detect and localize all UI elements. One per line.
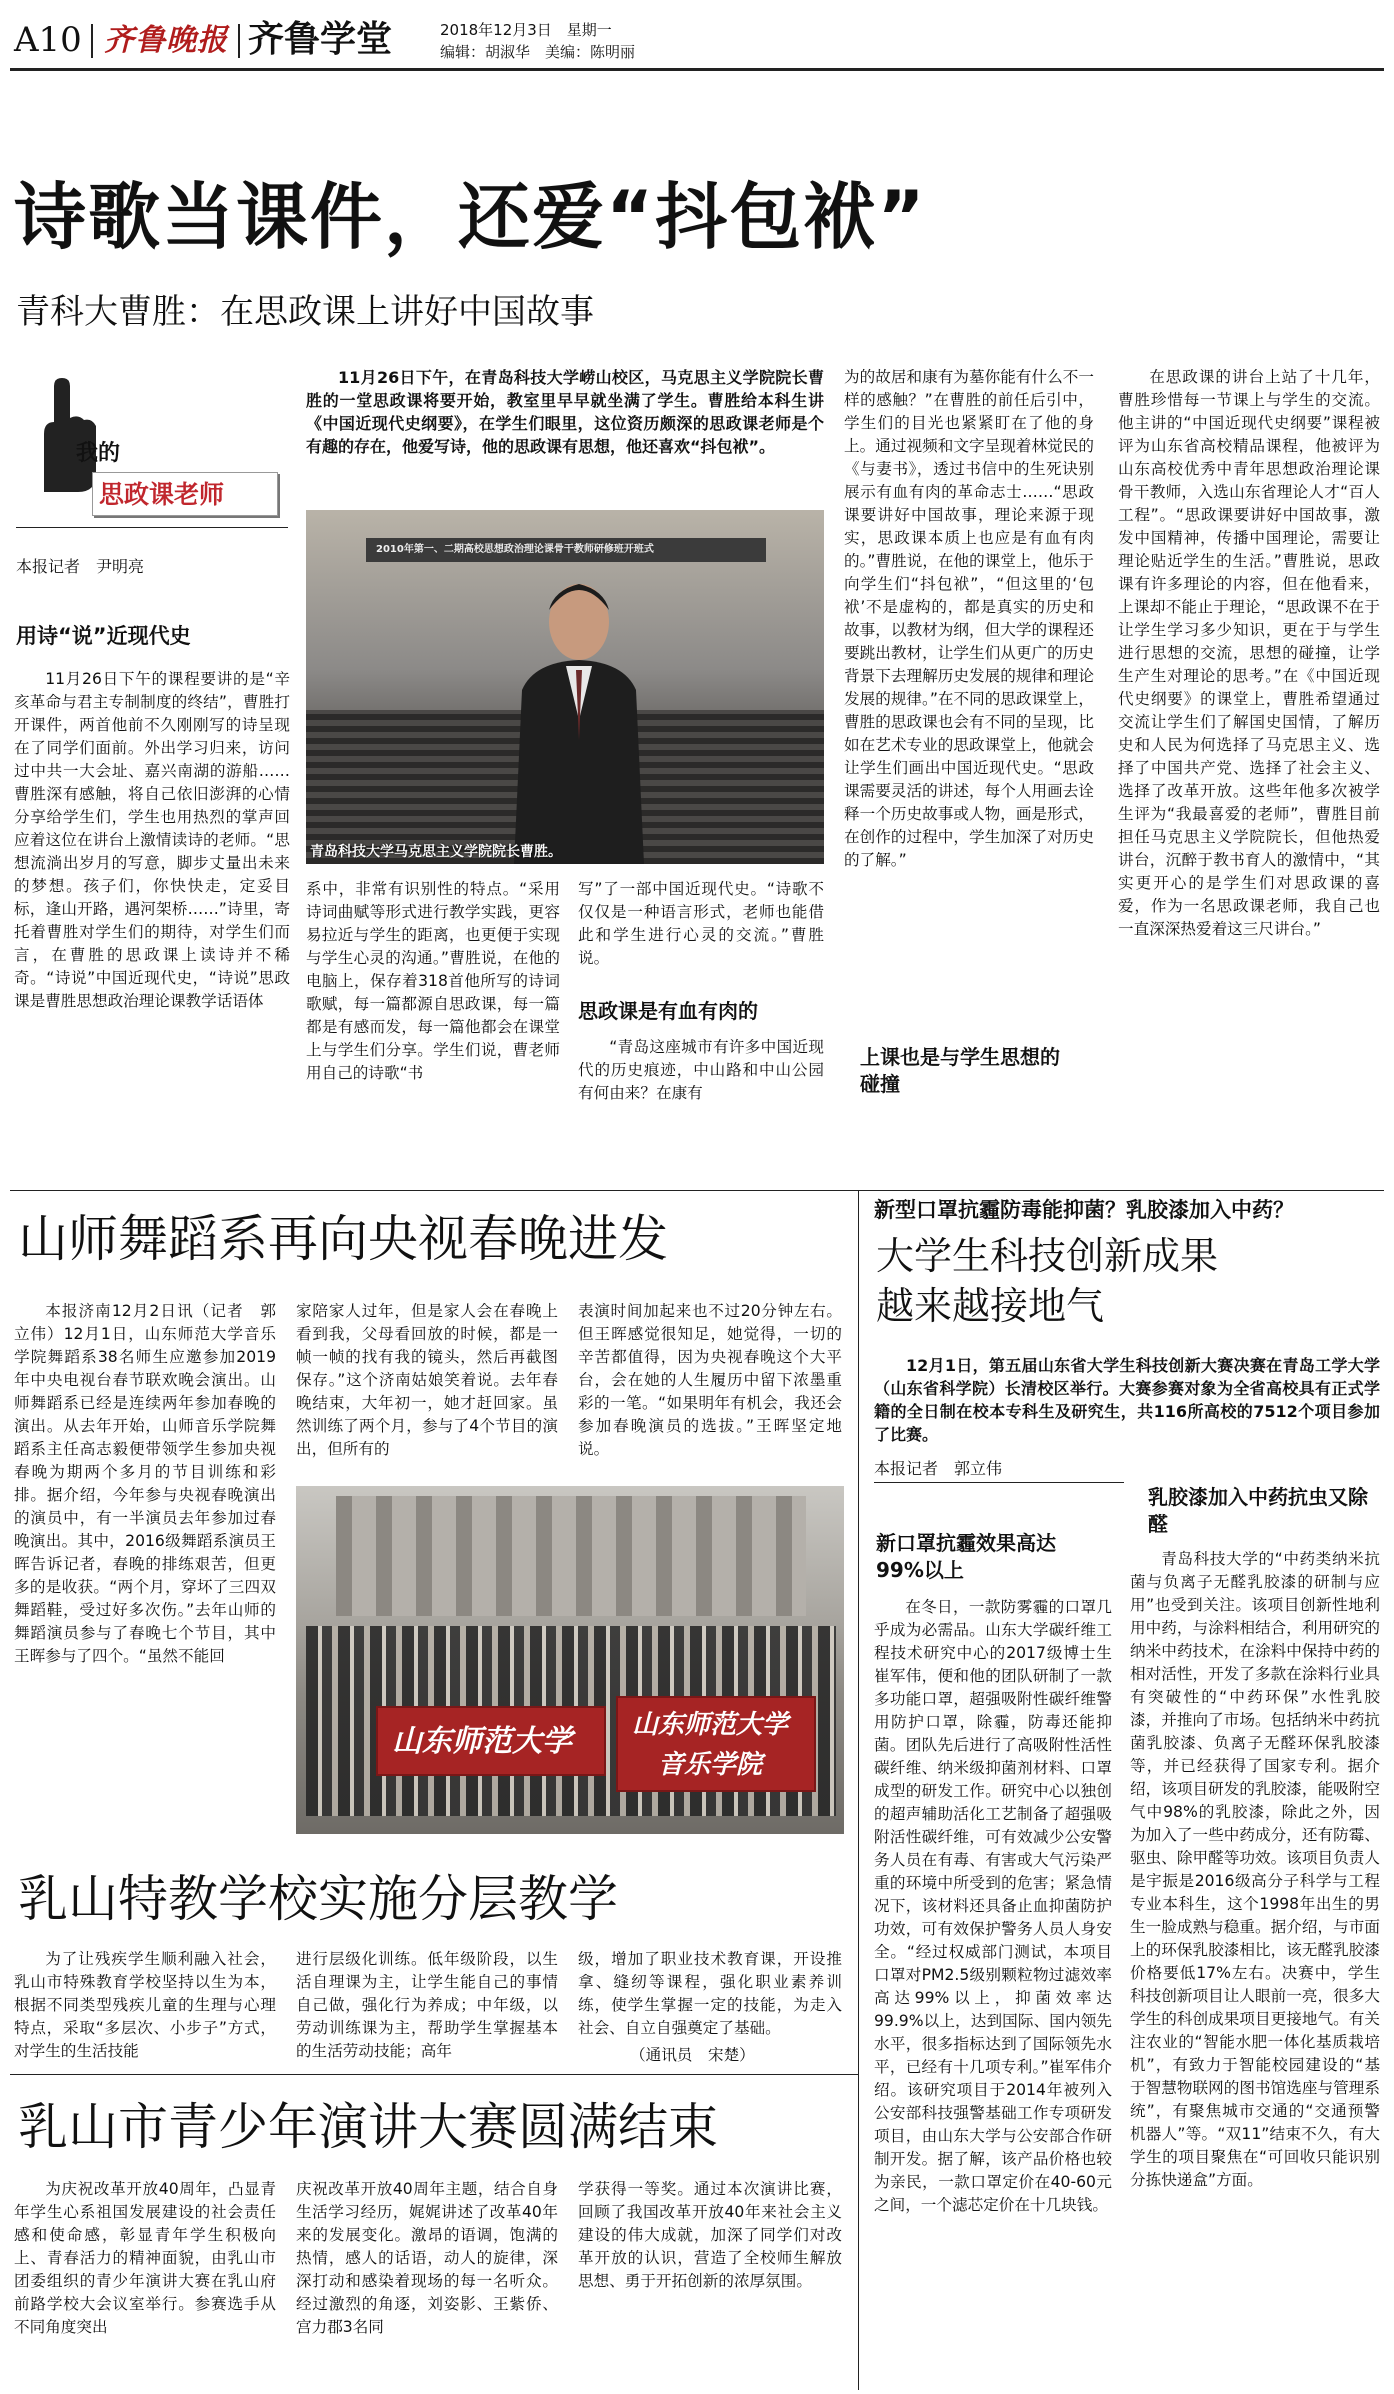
story1-section1-title: 用诗“说”近现代史 [16, 624, 191, 648]
logo-line-1: 我的 [76, 441, 121, 466]
story1-section3-title: 上课也是与学生思想的碰撞 [860, 1045, 1060, 1096]
story1-col1: 11月26日下午的课程要讲的是“辛亥革命与君主专制制度的终结”，曹胜打开课件，两首他前不久刚刚写的诗呈现在了同学们面前。外出学习归来，访问过中共一大会址、嘉兴南湖的游船……曹胜深有感触，将自己依旧澎湃的心情分享给学生们，学生也用热烈的掌声回应着这位在讲台上激情读诗的老师。“思想流淌出岁月的写意，脚步丈量出未来的梦想。孩子们，你快快走，定妥目标，逢山开路，遇河架桥……”诗里，寄托着曹胜对学生们的期待，对学生们而言，在曹胜的思政课上读诗并不稀奇。“诗说”中国近现代史，“诗说”思政课是曹胜思想政治理论课教学话语体 [14, 670, 290, 1010]
masthead-rule [10, 68, 1384, 71]
story1-col3b: “青岛这座城市有许多中国近现代的历史痕迹，中山路和中山公园有何由来？在康有 [578, 1038, 824, 1102]
story4-credit: （通讯员 宋楚） [630, 2046, 755, 2064]
photo-banner [366, 538, 766, 562]
story4-col1: 为了让残疾学生顺利融入社会，乳山市特殊教育学校坚持以生为本，根据不同类型残疾儿童的生理与心理特点，采取“多层次、小步子”方式，对学生的生活技能 [14, 1950, 276, 2060]
story1-col4: 为的故居和康有为墓你能有什么不一样的感触？”在曹胜的前任后引中，学生们的目光也紧紧盯在了他的身上。通过视频和文字呈现着林觉民的《与妻书》，透过书信中的生死诀别展示有血有肉的革命志士……“思政课要讲好中国故事，理论来源于现实，思政课本质上也应是有血有肉的。”曹胜说，在他的课堂上，他乐于向学生们“抖包袱”，“但这里的‘包袱’不是虚构的，都是真实的历史和故事，以教材为纲，但大学的课程还要跳出教材，让学生们从更广的历史背景下去理解历史发展的规律和理论发展的规律。”在不同的思政课堂上，曹胜的思政课也会有不同的呈现，比如在艺术专业的思政课堂上，他就会让学生们画出中国近现代史。“思政课需要灵活的讲述，每个人用画去诠释一个历史故事或人物，画是形式，在创作的过程中，学生加深了对历史的了解。” [844, 368, 1094, 869]
story5-col2: 庆祝改革开放40周年主题，结合自身生活学习经历，娓娓讲述了改革40年来的发展变化。激昂的语调，饱满的热情，感人的话语，动人的旋律，深深打动和感染着现场的每一名听众。经过激烈的角逐，刘姿影、王紫侨、宫力郡3名同 [296, 2180, 558, 2336]
story1-col5: 在思政课的讲台上站了十几年，曹胜珍惜每一节课上与学生的交流。他主讲的“中国近现代史纲要”课程被评为山东省高校精品课程，他被评为山东高校优秀中青年思想政治理论课骨干教师，入选山东省理论人才“百人工程”。“思政课要讲好中国故事，激发中国精神，传播中国理论，需要让理论贴近学生的生活。”曹胜说，思政课有许多理论的内容，但在他看来，上课却不能止于理论，“思政课不在于让学生学习多少知识，更在于与学生进行思想的交流，思想的碰撞，让学生产生对理论的思考。”在《中国近现代史纲要》的课堂上，曹胜希望通过交流让学生们了解国史国情，了解历史和人民为何选择了马克思主义、选择了中国共产党、选择了社会主义、选择了改革开放。这些年他多次被学生评为“我最喜爱的老师”，曹胜目前担任马克思主义学院院长，但他热爱讲台，沉醉于教书育人的激情中，“其实更开心的是学生们对思政课的喜爱，作为一名思政课老师，我自己也一直深深热爱着这三尺讲台。” [1118, 368, 1380, 938]
story2-headline: 山师舞蹈系再向央视春晚进发 [18, 1210, 668, 1268]
story2-col3: 表演时间加起来也不过20分钟左右。但王晖感觉很知足，她觉得，一切的辛苦都值得，因为央视春晚这个大平台，会在她的人生履历中留下浓墨重彩的一笔。“如果明年有机会，我还会参加春晚演员的选拔。”王晖坚定地说。 [578, 1302, 842, 1458]
story3-byline-rule [874, 1482, 1124, 1483]
section-title: 齐鲁学堂 [248, 19, 393, 60]
issue-date: 2018年12月3日 星期一 [440, 21, 612, 39]
story1-col3a: 写”了一部中国近现代史。“诗歌不仅仅是一种语言形式，老师也能借此和学生进行心灵的交流。”曹胜说。 [578, 880, 824, 967]
story3-colA: 在冬日，一款防雾霾的口罩几乎成为必需品。山东大学碳纤维工程技术研究中心的2017级博士生崔军伟，便和他的团队研制了一款多功能口罩，超强吸附性碳纤维警用防护口罩，除霾，防毒还能抑菌。团队先后进行了高吸附性活性碳纤维、纳米级抑菌剂材料、口罩成型的研发工作。研究中心以独创的超声辅助活化工艺制备了超强吸附活性碳纤维，可有效减少公安警务人员在有毒、有害或大气污染严重的环境中所受到的危害；紧急情况下，该材料还具备止血抑菌防护功效，可有效保护警务人员人身安全。“经过权威部门测试，本项目口罩对PM2.5级别颗粒物过滤效率高达99%以上，抑菌效率达99.9%以上，达到国际、国内领先水平，很多指标达到了国际领先水平，已经有十几项专利。”崔军伟介绍。该研究项目于2014年被列入公安部科技强警基础工作专项研发项目，由山东大学与公安部合作研制开发。据了解，该产品价格也较为亲民，一款口罩定价在40-60元之间，一个滤芯定价在十几块钱。 [874, 1598, 1112, 2214]
story1-headline: 诗歌当课件，还爱“抖包袱” [14, 175, 927, 259]
logo-line-2: 思政课老师 [99, 480, 225, 509]
story3-headline-1: 大学生科技创新成果 [876, 1234, 1219, 1278]
page-number: A10 [14, 20, 82, 60]
story3-sub1: 新口罩抗霾效果高达99%以上 [876, 1531, 1056, 1582]
story1-lead: 11月26日下午，在青岛科技大学崂山校区，马克思主义学院院长曹胜的一堂思政课将要开始，教室里早早就坐满了学生。曹胜给本科生讲《中国近现代史纲要》，在学生们眼里，这位资历颇深的思政课老师是个有趣的存在，他爱写诗，他的思政课有思想，他还喜欢“抖包袱”。 [306, 368, 824, 456]
story3-lead: 12月1日，第五届山东省大学生科技创新大赛决赛在青岛工学大学（山东省科学院）长清校区举行。大赛参赛对象为全省高校具有正式学籍的全日制在校本专科生及研究生，共116所高校的7512个项目参加了比赛。 [874, 1356, 1380, 1444]
story5-col3: 学获得一等奖。通过本次演讲比赛，回顾了我国改革开放40年来社会主义建设的伟大成就，加深了同学们对改革开放的认识，营造了全校师生解放思想、勇于开拓创新的浓厚氛围。 [578, 2180, 842, 2290]
banner-right-text-2: 音乐学院 [658, 1750, 763, 1780]
story1-photo [306, 510, 824, 864]
story2-photo [296, 1486, 844, 1834]
photo-banner-text: 2010年第一、二期高校思想政治理论课骨干教师研修班开班式 [376, 544, 654, 555]
story2-right-rule [858, 1190, 859, 2390]
story4-col2: 进行层级化训练。低年级阶段，以生活自理课为主，让学生能自己的事情自己做，强化行为养成；中年级，以劳动训练课为主，帮助学生掌握基本的生活劳动技能；高年 [296, 1950, 558, 2060]
paper-name-logo: 齐鲁晚报 [104, 23, 228, 58]
story2-col1: 本报济南12月2日讯（记者 郭立伟）12月1日，山东师范大学音乐学院舞蹈系38名师生应邀参加2019年中央电视台春节联欢晚会演出。山师舞蹈系已经是连续两年参加春晚的演出。从去年开始，山师音乐学院舞蹈系主任高志毅便带领学生参加央视春晚为期两个多月的节目训练和彩排。据介绍，今年参与央视春晚演出的演员中，有一半演员去年参加过春晚演出。其中，2016级舞蹈系演员王晖告诉记者，春晚的排练艰苦，但更多的是收获。“两个月，穿坏了三四双舞蹈鞋，受过好多次伤。”去年山师的舞蹈演员参与了春晚七个节目，其中王晖参与了四个。“虽然不能回 [14, 1302, 276, 1665]
story3-sub2: 乳胶漆加入中药抗虫又除醛 [1148, 1485, 1368, 1536]
story2-col2: 家陪家人过年，但是家人会在春晚上看到我，父母看回放的时候，都是一帧一帧的找有我的镜头，然后再截图保存。”这个济南姑娘笑着说。去年春晚结束，大年初一，她才赶回家。虽然训练了两个月，参与了4个节目的演出，但所有的 [296, 1302, 558, 1458]
story1-bottom-rule [10, 1190, 1384, 1191]
banner-right [616, 1696, 816, 1792]
masthead-divider-2 [238, 24, 240, 58]
story4-headline: 乳山特教学校实施分层教学 [18, 1870, 618, 1928]
story4-bottom-rule [10, 2074, 858, 2075]
banner-left [376, 1706, 606, 1776]
story3-colB: 青岛科技大学的“中药类纳米抗菌与负离子无醛乳胶漆的研制与应用”也受到关注。该项目创新性地利用中药，与涂料相结合，利用研究的纳米中药技术，在涂料中保持中药的相对活性，开发了多款在涂料行业具有突破性的“中药环保”水性乳胶漆，并推向了市场。包括纳米中药抗菌乳胶漆、负离子无醛环保乳胶漆等，并已经获得了国家专利。据介绍，该项目研发的乳胶漆，能吸附空气中98%的乳胶漆，除此之外，因为加入了一些中药成分，还有防霉、驱虫、除甲醛等功效。该项目负责人是宇振是2016级高分子科学与工程专业本科生，这个1998年出生的男生一脸成熟与稳重。据介绍，与市面上的环保乳胶漆相比，该无醛乳胶漆价格要低17%左右。决赛中，学生科技创新项目让人眼前一亮，很多大学生的科创成果项目更接地气。有关注农业的“智能水肥一体化基质栽培机”，有致力于智能校园建设的“基于智慧物联网的图书馆选座与管理系统”，有聚焦城市交通的“交通预警机器人”等。“双11”结束不久，有大学生的项目聚焦在“可回收只能识别分拣快递盒”方面。 [1130, 1550, 1380, 2189]
logo-paper [92, 472, 278, 516]
story3-headline-2: 越来越接地气 [876, 1284, 1105, 1328]
story1-col2: 系中，非常有识别性的特点。“采用诗词曲赋等形式进行教学实践，更容易拉近与学生的距离，也更便于实现与学生心灵的沟通。”曹胜说，在他的电脑上，保存着318首他所写的诗词歌赋，每一篇都源自思政课，每一篇都是有感而发，每一篇他都会在课堂上与学生们分享。学生们说，曹老师用自己的诗歌“书 [306, 880, 560, 1082]
column-logo [16, 368, 288, 528]
masthead-divider [91, 24, 93, 58]
story3-byline: 本报记者 郭立伟 [874, 1459, 1003, 1478]
story1-photo-caption: 青岛科技大学马克思主义学院院长曹胜。 [310, 844, 562, 860]
story1-subhead: 青科大曹胜：在思政课上讲好中国故事 [16, 292, 594, 332]
story3-kicker: 新型口罩抗霾防毒能抑菌？乳胶漆加入中药？ [874, 1198, 1294, 1222]
story1-byline: 本报记者 尹明亮 [16, 557, 145, 576]
banner-right-text-1: 山东师范大学 [632, 1710, 789, 1740]
banner-left-text: 山东师范大学 [392, 1724, 572, 1759]
story4-col3: 级，增加了职业技术教育课，开设推拿、缝纫等课程，强化职业素养训练，使学生掌握一定的技能，为走入社会、自立自强奠定了基础。 [578, 1950, 842, 2037]
story1-section2-title: 思政课是有血有肉的 [578, 999, 758, 1023]
man-figure [494, 570, 664, 864]
editors-credit: 编辑：胡淑华 美编：陈明丽 [440, 43, 636, 61]
building-backdrop [336, 1496, 806, 1616]
story5-col1: 为庆祝改革开放40周年，凸显青年学生心系祖国发展建设的社会责任感和使命感，彰显青年学生积极向上、青春活力的精神面貌，由乳山市团委组织的青少年演讲大赛在乳山府前路学校大会议室举行。参赛选手从不同角度突出 [14, 2180, 276, 2336]
story5-headline: 乳山市青少年演讲大赛圆满结束 [18, 2098, 718, 2156]
